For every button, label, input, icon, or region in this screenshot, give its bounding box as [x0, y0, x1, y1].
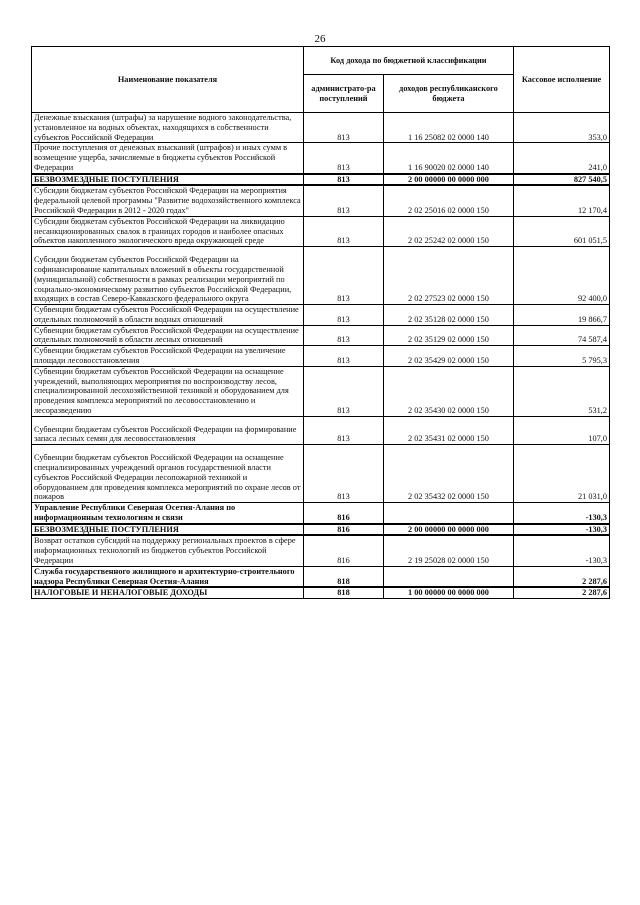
table-row — [32, 143, 610, 174]
row-name: БЕЗВОЗМЕЗДНЫЕ ПОСТУПЛЕНИЯ — [32, 524, 304, 536]
table-row — [32, 174, 610, 186]
row-admin-code: 818 — [304, 587, 384, 598]
row-income-code: 1 00 00000 00 0000 000 — [384, 587, 514, 598]
row-name: Возврат остатков субсидий на поддержку региональных проектов в сфере информационных технологий из бюджетов субъектов Российской Федерации — [32, 535, 304, 566]
row-value: 2 287,6 — [514, 566, 610, 587]
row-admin-code: 813 — [304, 247, 384, 305]
row-name: Субвенции бюджетам субъектов Российской Федерации на увеличение площади лесовосстановления — [32, 346, 304, 367]
table-row — [32, 325, 610, 346]
row-income-code: 2 02 25242 02 0000 150 — [384, 216, 514, 246]
row-income-code: 1 16 25082 02 0000 140 — [384, 113, 514, 143]
row-value: 531,2 — [514, 366, 610, 416]
row-value: -130,3 — [514, 535, 610, 566]
budget-table — [31, 46, 610, 599]
row-name: БЕЗВОЗМЕЗДНЫЕ ПОСТУПЛЕНИЯ — [32, 174, 304, 186]
row-income-code: 2 00 00000 00 0000 000 — [384, 174, 514, 186]
table-body — [32, 113, 610, 599]
table-header — [32, 47, 610, 113]
row-income-code: 2 02 35128 02 0000 150 — [384, 305, 514, 326]
header-value: Кассовое исполнение — [514, 47, 610, 113]
row-value: 353,0 — [514, 113, 610, 143]
row-value: 601 051,5 — [514, 216, 610, 246]
row-value: 92 400,0 — [514, 247, 610, 305]
row-name: Денежные взыскания (штрафы) за нарушение водного законодательства, установленное на водных объектах, находящихся в собственности субъектов Российской Федерации — [32, 113, 304, 143]
page-number: 26 — [314, 33, 326, 45]
row-income-code: 2 00 00000 00 0000 000 — [384, 524, 514, 536]
row-income-code — [384, 566, 514, 587]
row-income-code: 2 02 25016 02 0000 150 — [384, 185, 514, 216]
row-name: НАЛОГОВЫЕ И НЕНАЛОГОВЫЕ ДОХОДЫ — [32, 587, 304, 598]
row-name: Субвенции бюджетам субъектов Российской Федерации на оснащение учреждений, выполняющих мероприятия по воспроизводству лесов, специализированной лесохозяйственной техникой и оборудованием для проведения комплекса мероприятий по лесовосстановлению и лесоразведению — [32, 366, 304, 416]
row-value: 241,0 — [514, 143, 610, 174]
table-row — [32, 445, 610, 503]
row-admin-code: 813 — [304, 445, 384, 503]
row-name: Субсидии бюджетам субъектов Российской Федерации на ликвидацию несанкционированных свалок в границах городов и наиболее опасных объектов накопленного экологического вреда окружающей среде — [32, 216, 304, 246]
row-admin-code: 813 — [304, 216, 384, 246]
row-admin-code: 816 — [304, 535, 384, 566]
table-row — [32, 247, 610, 305]
row-value: 21 031,0 — [514, 445, 610, 503]
row-value: 5 795,3 — [514, 346, 610, 367]
row-name: Субвенции бюджетам субъектов Российской Федерации на формирование запаса лесных семян для лесовосстановления — [32, 416, 304, 445]
table-row — [32, 346, 610, 367]
table-row — [32, 503, 610, 524]
row-admin-code: 813 — [304, 325, 384, 346]
table-row — [32, 113, 610, 143]
row-name: Субвенции бюджетам субъектов Российской Федерации на оснащение специализированных учреждений органов государственной власти субъектов Российской Федерации лесопожарной техникой и оборудованием для проведения комплекса мероприятий по охране лесов от пожаров — [32, 445, 304, 503]
table-row — [32, 366, 610, 416]
table-row — [32, 305, 610, 326]
row-value: 19 866,7 — [514, 305, 610, 326]
header-admin: администрато-ра поступлений — [304, 75, 384, 113]
header-name: Наименование показателя — [32, 47, 304, 113]
table-row — [32, 216, 610, 246]
row-admin-code: 816 — [304, 524, 384, 536]
row-admin-code: 813 — [304, 143, 384, 174]
row-admin-code: 813 — [304, 366, 384, 416]
row-income-code: 2 02 27523 02 0000 150 — [384, 247, 514, 305]
row-admin-code: 816 — [304, 503, 384, 524]
row-admin-code: 813 — [304, 305, 384, 326]
row-name: Управление Республики Северная Осетия-Алания по информационным технологиям и связи — [32, 503, 304, 524]
table-row — [32, 416, 610, 445]
table-row — [32, 566, 610, 587]
row-income-code — [384, 503, 514, 524]
row-name: Прочие поступления от денежных взысканий (штрафов) и иных сумм в возмещение ущерба, зачисляемые в бюджеты субъектов Российской Федерации — [32, 143, 304, 174]
row-value: -130,3 — [514, 503, 610, 524]
row-income-code: 2 02 35429 02 0000 150 — [384, 346, 514, 367]
row-admin-code: 813 — [304, 416, 384, 445]
row-name: Субсидии бюджетам субъектов Российской Федерации на софинансирование капитальных вложений в объекты государственной (муниципальной) собственности в рамках реализации мероприятий по социально-экономическому развитию субъектов Российской Федерации, входящих в состав Северо-Кавказского федерального округа — [32, 247, 304, 305]
row-admin-code: 813 — [304, 174, 384, 186]
row-income-code: 2 02 35432 02 0000 150 — [384, 445, 514, 503]
row-value: -130,3 — [514, 524, 610, 536]
row-value: 12 170,4 — [514, 185, 610, 216]
row-name: Субсидии бюджетам субъектов Российской Федерации на мероприятия федеральной целевой программы "Развитие водохозяйственного комплекса Российской Федерации в 2012 - 2020 годах" — [32, 185, 304, 216]
row-income-code: 2 02 35431 02 0000 150 — [384, 416, 514, 445]
row-name: Субвенции бюджетам субъектов Российской Федерации на осуществление отдельных полномочий в области водных отношений — [32, 305, 304, 326]
header-code-group: Код дохода по бюджетной классификации — [304, 47, 514, 75]
header-income-code: доходов республиканского бюджета — [384, 75, 514, 113]
row-income-code: 2 19 25028 02 0000 150 — [384, 535, 514, 566]
table-row — [32, 185, 610, 216]
row-value: 2 287,6 — [514, 587, 610, 598]
row-admin-code: 813 — [304, 346, 384, 367]
row-admin-code: 813 — [304, 113, 384, 143]
table-row — [32, 535, 610, 566]
row-income-code: 1 16 90020 02 0000 140 — [384, 143, 514, 174]
row-admin-code: 818 — [304, 566, 384, 587]
row-name: Служба государственного жилищного и архитектурно-строительного надзора Республики Северная Осетия-Алания — [32, 566, 304, 587]
row-name: Субвенции бюджетам субъектов Российской Федерации на осуществление отдельных полномочий в области лесных отношений — [32, 325, 304, 346]
table-row — [32, 587, 610, 598]
row-value: 74 587,4 — [514, 325, 610, 346]
row-value: 107,0 — [514, 416, 610, 445]
row-value: 827 540,5 — [514, 174, 610, 186]
row-income-code: 2 02 35430 02 0000 150 — [384, 366, 514, 416]
row-admin-code: 813 — [304, 185, 384, 216]
table-row — [32, 524, 610, 536]
row-income-code: 2 02 35129 02 0000 150 — [384, 325, 514, 346]
